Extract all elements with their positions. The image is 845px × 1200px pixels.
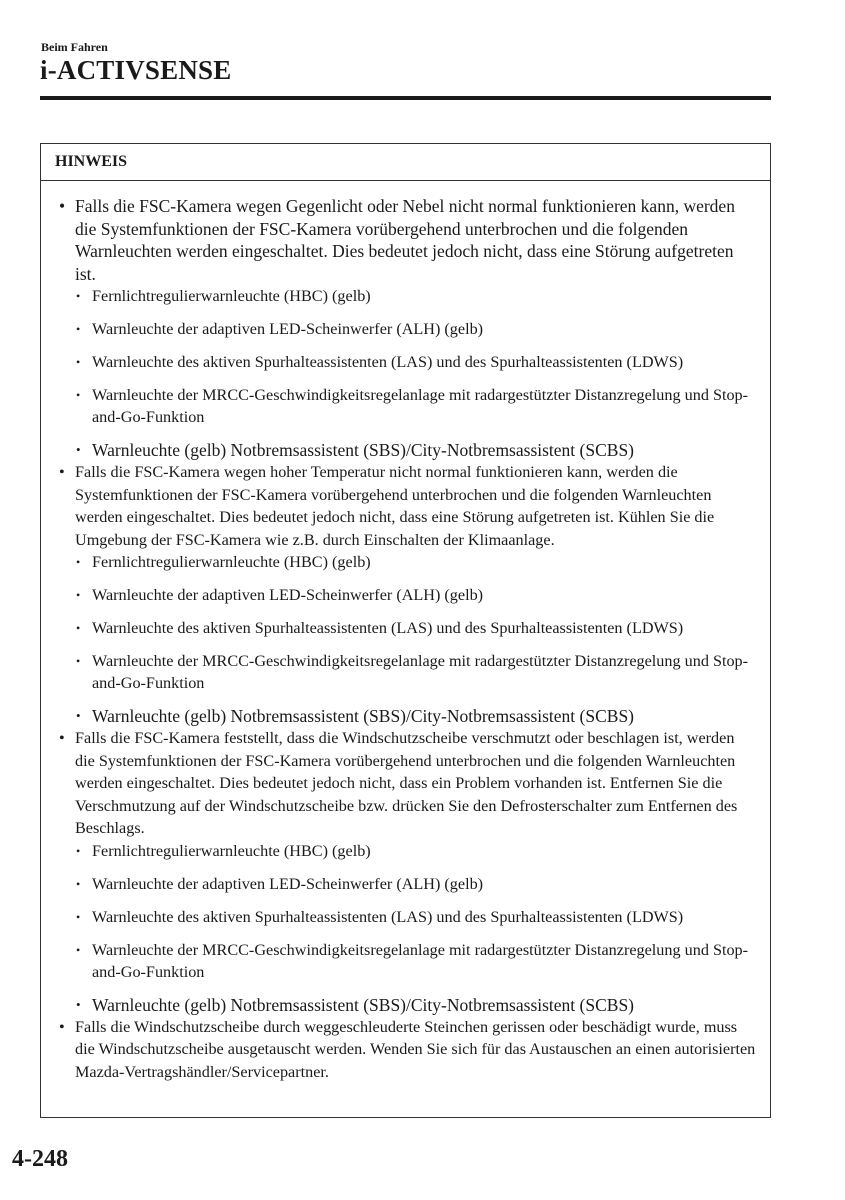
header-rule bbox=[40, 96, 771, 100]
note-item bbox=[57, 1016, 756, 1084]
bullet-icon: • bbox=[76, 442, 81, 457]
warning-light-item bbox=[75, 873, 756, 895]
warning-light-list bbox=[75, 285, 756, 461]
warning-light-item bbox=[75, 650, 756, 694]
warning-light-label: Warnleuchte (gelb) Notbremsassistent (SBS)/City-Notbremsassistent (SCBS) bbox=[92, 440, 635, 460]
note-box bbox=[40, 143, 771, 1118]
bullet-icon: • bbox=[76, 588, 81, 602]
warning-light-item bbox=[75, 439, 756, 461]
bullet-icon: • bbox=[59, 196, 66, 216]
warning-light-item bbox=[75, 584, 756, 606]
bullet-icon: • bbox=[76, 909, 81, 924]
bullet-icon: • bbox=[76, 654, 81, 668]
warning-light-label: Warnleuchte des aktiven Spurhalteassistenten (LAS) und des Spurhalteassistenten (LDWS) bbox=[92, 353, 684, 371]
warning-light-label: Warnleuchte des aktiven Spurhalteassistenten (LAS) und des Spurhalteassistenten (LDWS) bbox=[92, 907, 684, 926]
warning-light-label: Warnleuchte (gelb) Notbremsassistent (SBS)/City-Notbremsassistent (SCBS) bbox=[92, 994, 635, 1015]
note-item bbox=[57, 461, 756, 727]
bullet-icon: • bbox=[59, 1017, 65, 1036]
warning-light-item bbox=[75, 994, 756, 1016]
warning-light-label: Warnleuchte der MRCC-Geschwindigkeitsregelanlage mit radargestützter Distanzregelung und Stop-and-Go-Funktion bbox=[92, 386, 749, 426]
warning-light-item bbox=[75, 318, 756, 340]
warning-light-list bbox=[75, 551, 756, 727]
warning-light-item bbox=[75, 384, 756, 428]
note-list bbox=[57, 195, 756, 1083]
section-label: Beim Fahren bbox=[41, 40, 108, 54]
warning-light-label: Warnleuchte der adaptiven LED-Scheinwerfer (ALH) (gelb) bbox=[92, 320, 484, 338]
warning-light-label: Fernlichtregulierwarnleuchte (HBC) (gelb) bbox=[92, 841, 371, 860]
bullet-icon: • bbox=[76, 289, 81, 303]
warning-light-item bbox=[75, 840, 756, 862]
warning-light-label: Warnleuchte der adaptiven LED-Scheinwerfer (ALH) (gelb) bbox=[92, 586, 484, 604]
warning-light-item bbox=[75, 285, 756, 307]
note-item bbox=[57, 195, 756, 461]
warning-light-item bbox=[75, 551, 756, 573]
bullet-icon: • bbox=[76, 388, 81, 402]
bullet-icon: • bbox=[76, 843, 81, 858]
warning-light-item bbox=[75, 906, 756, 928]
bullet-icon: • bbox=[59, 729, 65, 747]
note-title: HINWEIS bbox=[41, 144, 770, 181]
bullet-icon: • bbox=[76, 355, 81, 369]
warning-light-label: Warnleuchte der MRCC-Geschwindigkeitsregelanlage mit radargestützter Distanzregelung und Stop-and-Go-Funktion bbox=[92, 940, 749, 981]
note-item bbox=[57, 727, 756, 1016]
note-body bbox=[41, 181, 770, 1083]
page-number: 4-248 bbox=[12, 1146, 68, 1172]
chapter-title: i-ACTIVSENSE bbox=[40, 55, 232, 85]
bullet-icon: • bbox=[76, 555, 81, 569]
bullet-icon: • bbox=[76, 621, 81, 635]
warning-light-item bbox=[75, 351, 756, 373]
warning-light-label: Warnleuchte des aktiven Spurhalteassistenten (LAS) und des Spurhalteassistenten (LDWS) bbox=[92, 619, 684, 637]
warning-light-label: Warnleuchte der MRCC-Geschwindigkeitsregelanlage mit radargestützter Distanzregelung und Stop-and-Go-Funktion bbox=[92, 652, 749, 692]
warning-light-label: Fernlichtregulierwarnleuchte (HBC) (gelb) bbox=[92, 287, 371, 305]
warning-light-item bbox=[75, 617, 756, 639]
note-item-text: Falls die FSC-Kamera wegen Gegenlicht oder Nebel nicht normal funktionieren kann, werden die Systemfunktionen der FSC-Kamera vorübergehend unterbrochen und die folgenden Warnleuchten werden eingeschaltet. Dies bedeutet jedoch nicht, dass eine Störung aufgetreten ist. bbox=[75, 196, 735, 284]
bullet-icon: • bbox=[76, 996, 81, 1012]
bullet-icon: • bbox=[76, 322, 81, 336]
bullet-icon: • bbox=[76, 708, 81, 723]
note-item-text: Falls die FSC-Kamera feststellt, dass die Windschutzscheibe verschmutzt oder beschlagen ist, werden die Systemfunktionen der FSC-Kamera vorübergehend unterbrochen und die folgenden Warnleuchten werden eingeschaltet. Dies bedeutet jedoch nicht, dass ein Problem vorhanden ist. Entfernen Sie die Verschmutzung auf der Windschutzscheibe bzw. drücken Sie den Defrosterschalter zum Entfernen des Beschlags. bbox=[75, 729, 738, 837]
bullet-icon: • bbox=[59, 463, 65, 481]
warning-light-label: Fernlichtregulierwarnleuchte (HBC) (gelb) bbox=[92, 553, 371, 571]
bullet-icon: • bbox=[76, 876, 81, 891]
note-item-text: Falls die FSC-Kamera wegen hoher Temperatur nicht normal funktionieren kann, werden die Systemfunktionen der FSC-Kamera vorübergehend unterbrochen und die folgenden Warnleuchten werden eingeschaltet. Dies bedeutet jedoch nicht, dass eine Störung aufgetreten ist. Kühlen Sie die Umgebung der FSC-Kamera wie z.B. durch Einschalten der Klimaanlage. bbox=[75, 463, 715, 549]
warning-light-item bbox=[75, 705, 756, 727]
bullet-icon: • bbox=[76, 942, 81, 957]
warning-light-label: Warnleuchte (gelb) Notbremsassistent (SBS)/City-Notbremsassistent (SCBS) bbox=[92, 706, 635, 726]
warning-light-item bbox=[75, 939, 756, 983]
warning-light-label: Warnleuchte der adaptiven LED-Scheinwerfer (ALH) (gelb) bbox=[92, 874, 484, 893]
warning-light-list bbox=[75, 840, 756, 1016]
note-item-text: Falls die Windschutzscheibe durch weggeschleuderte Steinchen gerissen oder beschädigt wurde, muss die Windschutzscheibe ausgetauscht werden. Wenden Sie sich für das Austauschen an einen autorisierten Mazda-Vertragshändler/Servicepartner. bbox=[75, 1017, 756, 1081]
